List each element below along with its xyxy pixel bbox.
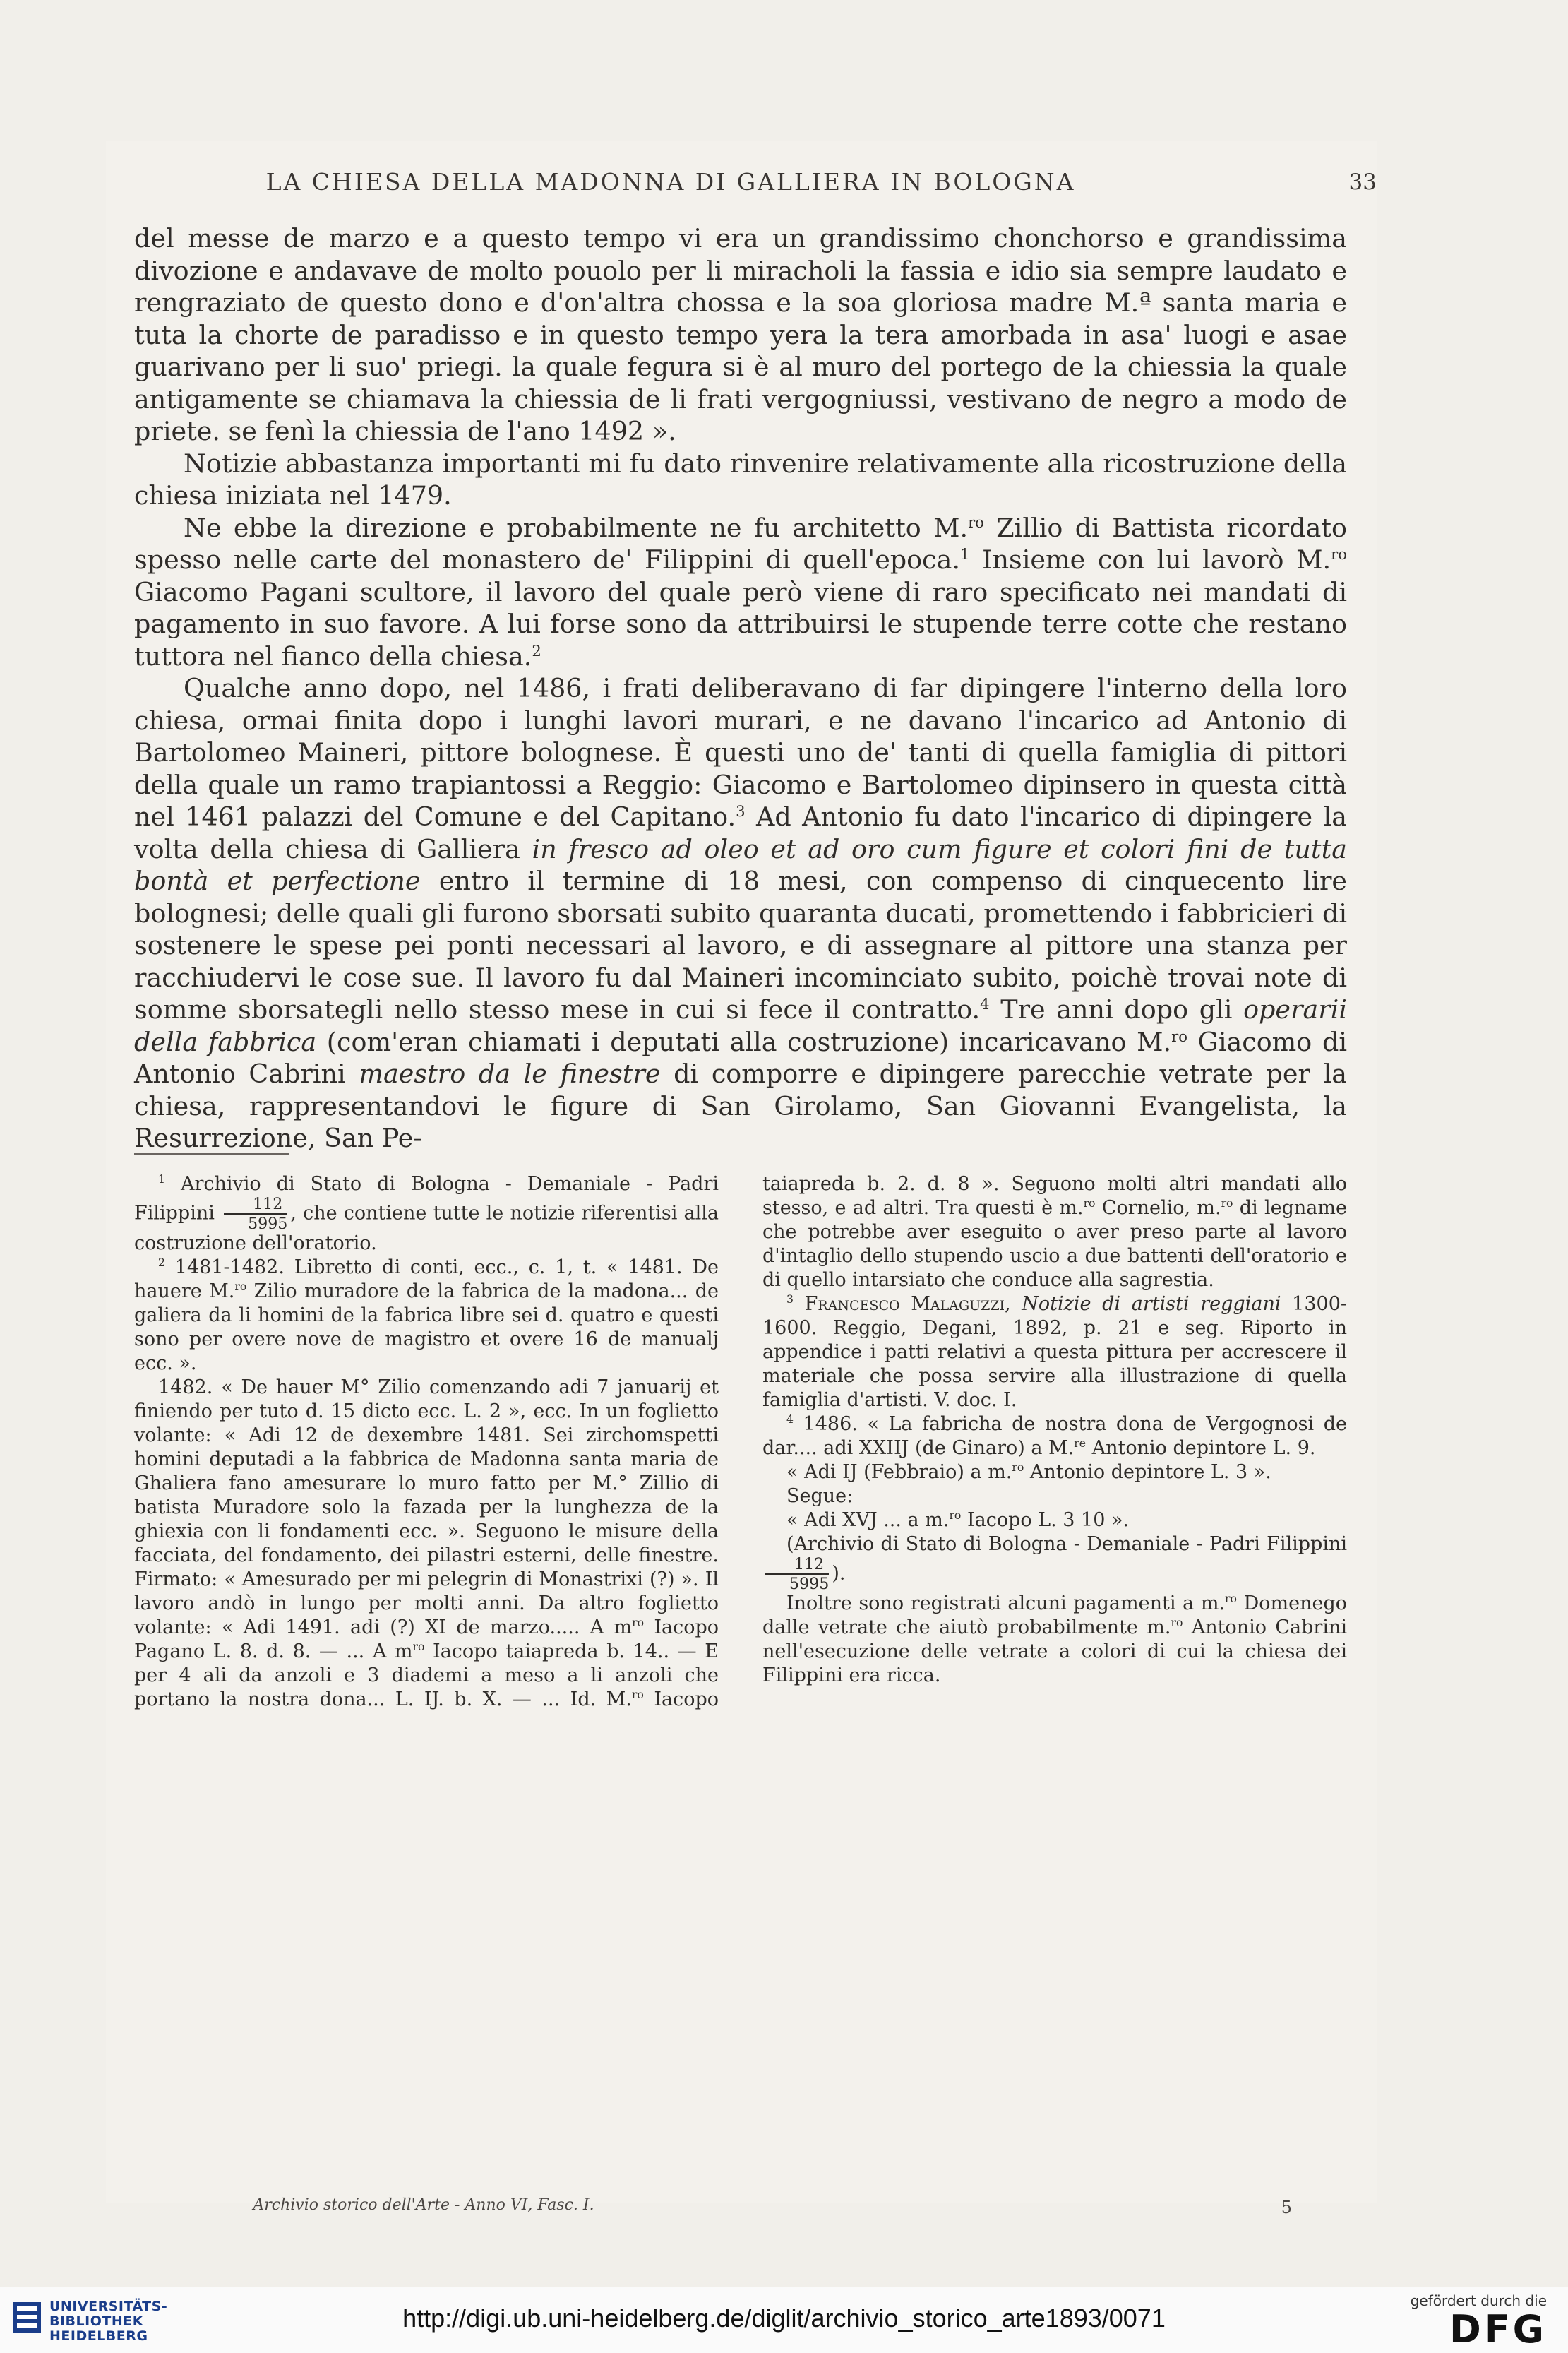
paragraph-3 [134,512,1347,673]
superscript: ro [968,513,984,531]
footnote-4-line [762,1508,1347,1532]
text-span: Qualche anno dopo, nel 1486, i frati deliberavano di far dipingere l'interno della loro chiesa, ormai finita dopo i lunghi lavori murari, e ne davano l'incarico ad Antonio di Bartolomeo Maineri, pittore bolognese. È questi uno de' tanti di quella famiglia di pittori della quale un ramo trapiantossi a Reggio: Giacomo e Bartolomeo dipinsero in questa città nel 1461 palazzi del Comune e del Capitano. [134,673,1347,832]
text-span: Cornelio, m. [1095,1197,1221,1219]
text-span: 1300-1600. Reggio, Degani, 1892, p. 21 e seg. Riporto in appendice i patti relativi a questa pittura per accrescere il materiale che possa servire alla illustrazione di quella famiglia d'artisti. V. doc. I. [762,1293,1347,1411]
text-span: Zilio muradore de la fabrica de la madona... de galiera da li homini de la fabrica libre sei d. quatro e questi sono per overe nove de magistro et overe 16 de manualj ecc. ». [134,1280,719,1375]
dfg-logo: DFG [1449,2307,1547,2352]
funding-label: gefördert durch die [1410,2292,1547,2309]
text-span: Iacopo taiapreda b. 14.. — E per 4 ali da anzoli e 3 diademi a meso a li anzoli che portano la nostra dona... L. IJ. b. X. — ... Id. M. [134,1640,719,1711]
text-span: ). [832,1562,846,1585]
text-span: Iacopo L. 3 10 ». [961,1509,1130,1531]
fraction-denominator: 5995 [248,1215,288,1234]
author-name: Francesco Malaguzzi, [804,1293,1022,1315]
text-span: Iacopo taiapreda b. 2. d. 8 ». Seguono molti altri mandati allo stesso, e ad altri. Tra questi è m. [643,1173,1347,1711]
superscript: ro [1012,1460,1024,1474]
footnote-marker: 4 [786,1412,794,1426]
main-text [134,222,1347,1155]
text-span: Ad Antonio fu dato l'incarico di dipingere la volta della chiesa di Galliera [134,802,1347,864]
footnote-4-source [762,1532,1347,1592]
footnote-3 [762,1292,1347,1412]
superscript: ro [631,1688,644,1702]
superscript: ro [1221,1196,1233,1210]
italic-quote: operarii della fabbrica [134,994,1348,1057]
signature-mark: 5 [1281,2198,1292,2217]
running-title: LA CHIESA DELLA MADONNA DI GALLIERA IN BOLOGNA [265,168,1076,196]
page-number: 33 [1348,169,1377,195]
digitization-footer [0,2287,1568,2353]
text-span: Zillio di Battista ricordato spesso nelle carte del monastero de' Filippini di quell'epoca. [134,512,1347,575]
fascicle-line: Archivio storico dell'Arte - Anno VI, Fasc. I. [253,2196,594,2214]
library-line: BIBLIOTHEK [49,2313,143,2329]
permalink-url[interactable]: http://digi.ub.uni-heidelberg.de/diglit/archivio_storico_arte1893/0071 [402,2304,1166,2333]
footnote-ref-2: 2 [532,641,541,660]
footnote-marker: 2 [158,1256,165,1270]
superscript: ro [949,1508,962,1522]
text-span: Antonio Cabrini nell'esecuzione delle vetrate a colori di cui la chiesa dei Filippini era ricca. [762,1616,1348,1687]
text-span: Antonio depintore L. 9. [1086,1437,1316,1459]
text-span: « Adi XVJ ... a m. [786,1509,950,1531]
superscript: ro [234,1280,247,1294]
archive-fraction [224,1196,287,1232]
text-span: di comporre e dipingere parecchie vetrate per la chiesa, rappresentandovi le figure di San Girolamo, San Giovanni Evangelista, la Resurrezione, San Pe- [134,1059,1347,1153]
text-span: Giacomo di Antonio Cabrini [134,1026,1347,1089]
fraction-numerator: 112 [765,1556,829,1575]
italic-quote: in fresco ad oleo et ad oro cum figure et colori fini de tutta bontà et perfectione [134,833,1347,896]
footnote-1 [134,1172,719,1256]
text-span: (Archivio di Stato di Bologna - Demaniale - Padri Filippini [786,1533,1347,1555]
text-span: 1482. « De hauer M° Zilio comenzando adi 7 januarij et finiendo per tuto d. 15 dicto ecc. L. 2 », ecc. In un foglietto volante: « Adi 12 de dexembre 1481. Sei zirchomspetti homini deputadi a la fabbrica de Madonna santa maria de Ghaliera fano amesurare lo muro fatto per M.° Zillio di batista Muradore solo la fazada per la lunghezza de la ghiexia con li fondamenti ecc. ». Seguono le misure della facciata, del fondamento, dei pilastri esterni, delle finestre. Firmato: « Amesurado per mi pelegrin di Monastrixi (?) ». Il lavoro andò in lungo per molti anni. Da altro foglietto volante: « Adi 1491. adi (?) XI de marzo..... A m [134,1376,719,1639]
superscript: ro [1171,1027,1187,1045]
footnote-2 [134,1256,719,1376]
superscript: ro [1225,1592,1237,1606]
text-span: Domenego dalle vetrate che aiutò probabilmente m. [762,1592,1347,1639]
paragraph-4 [134,672,1347,1155]
text-span: (com'eran chiamati i deputati alla costruzione) incaricavano M. [316,1026,1172,1057]
fraction-denominator: 5995 [789,1575,830,1594]
text-span: , che contiene tutte le notizie riferentisi alla costruzione dell'oratorio. [134,1202,719,1255]
text-span: Inoltre sono registrati alcuni pagamenti a m. [786,1592,1226,1615]
text-span: Ne ebbe la direzione e probabilmente ne fu architetto M. [184,512,969,543]
text-span: di legname che potrebbe aver eseguito o aver preso parte al lavoro d'intaglio dello stupendo uscio a due battenti dell'oratorio e di quello intarsiato che conduce alla sagrestia. [762,1197,1347,1291]
text-span: « Adi IJ (Febbraio) a m. [786,1461,1012,1483]
footnote-4-line [762,1460,1347,1484]
text-span: entro il termine di 18 mesi, con compenso di cinquecento lire bolognesi; delle quali gli furono sborsati subito quaranta ducati, promettendo i fabbricieri di sostenere le spese pei ponti necessari al lavoro, e di assegnare al pittore una stanza per racchiudervi le cose sue. Il lavoro fu dal Maineri incominciato subito, poichè trovai note di somme sborsategli nello stesso mese in cui si fece il contratto. [134,866,1347,1025]
superscript: ro [412,1640,425,1654]
text-span: Giacomo Pagani scultore, il lavoro del quale però viene di raro specificato nei mandati di pagamento in suo favore. A lui forse sono da attribuirsi le stupende terre cotte che restano tuttora nel fianco della chiesa. [134,576,1347,672]
italic-quote: maestro da le finestre [359,1059,661,1089]
text-span: 1481-1482. Libretto di conti, ecc., c. 1, t. « 1481. De hauere M. [134,1256,719,1303]
text-span: Tre anni dopo gli [989,994,1244,1025]
paragraph-1: del messe de marzo e a questo tempo vi era un grandissimo chonchorso e grandissima divozione e andavave de molto pouolo per li miracholi la fassia e idio sia sempre laudato e rengraziato de questo dono e d'on'altra chossa e la soa gloriosa madre M.ª santa maria e tuta la chorte de paradisso e in questo tempo yera la tera amorbada in asa' luogi e asae guarivano per li suo' priegi. la quale fegura si è al muro del portego de la chiessia la quale antigamente se chiamava la chiessia de li frati vergogniussi, vestivano de negro a modo de priete. se fenì la chiessia de l'ano 1492 ». [134,223,1347,446]
footnote-rule [134,1153,289,1155]
footnote-marker: 1 [158,1172,165,1186]
text-span: Antonio depintore L. 3 ». [1024,1461,1271,1483]
footnote-4-note [762,1592,1347,1688]
text-span: Iacopo Pagano L. 8. d. 8. — ... A m [134,1616,719,1663]
superscript: ro [1331,544,1347,563]
text-span: 1486. « La fabricha de nostra dona de Vergognosi de dar.... adi XXIIJ (de Ginaro) a M. [762,1413,1347,1459]
superscript: re [1074,1436,1087,1450]
footnote-4-line: Segue: [786,1485,854,1507]
library-line: HEIDELBERG [49,2328,148,2344]
superscript: ro [1171,1616,1183,1630]
text-span: Insieme con lui lavorò M. [969,544,1331,575]
library-line: UNIVERSITÄTS- [49,2299,168,2314]
superscript: ro [1083,1196,1096,1210]
footnotes [134,1172,1347,1712]
fraction-numerator: 112 [224,1196,287,1215]
paragraph-2: Notizie abbastanza importanti mi fu dato rinvenire relativamente alla ricostruzione della chiesa iniziata nel 1479. [134,448,1347,511]
scanned-page [106,141,1377,2217]
footnote-ref-4: 4 [980,994,990,1013]
book-title: Notizie di artisti reggiani [1022,1293,1281,1315]
archive-fraction [765,1556,829,1592]
superscript: ro [632,1616,645,1630]
footnote-4 [762,1412,1347,1460]
text-span: Archivio di Stato di Bologna - Demaniale - Padri Filippini [134,1173,719,1225]
footnote-ref-3: 3 [736,802,746,820]
footnote-ref-1: 1 [959,544,970,563]
footnote-marker: 3 [786,1292,794,1306]
